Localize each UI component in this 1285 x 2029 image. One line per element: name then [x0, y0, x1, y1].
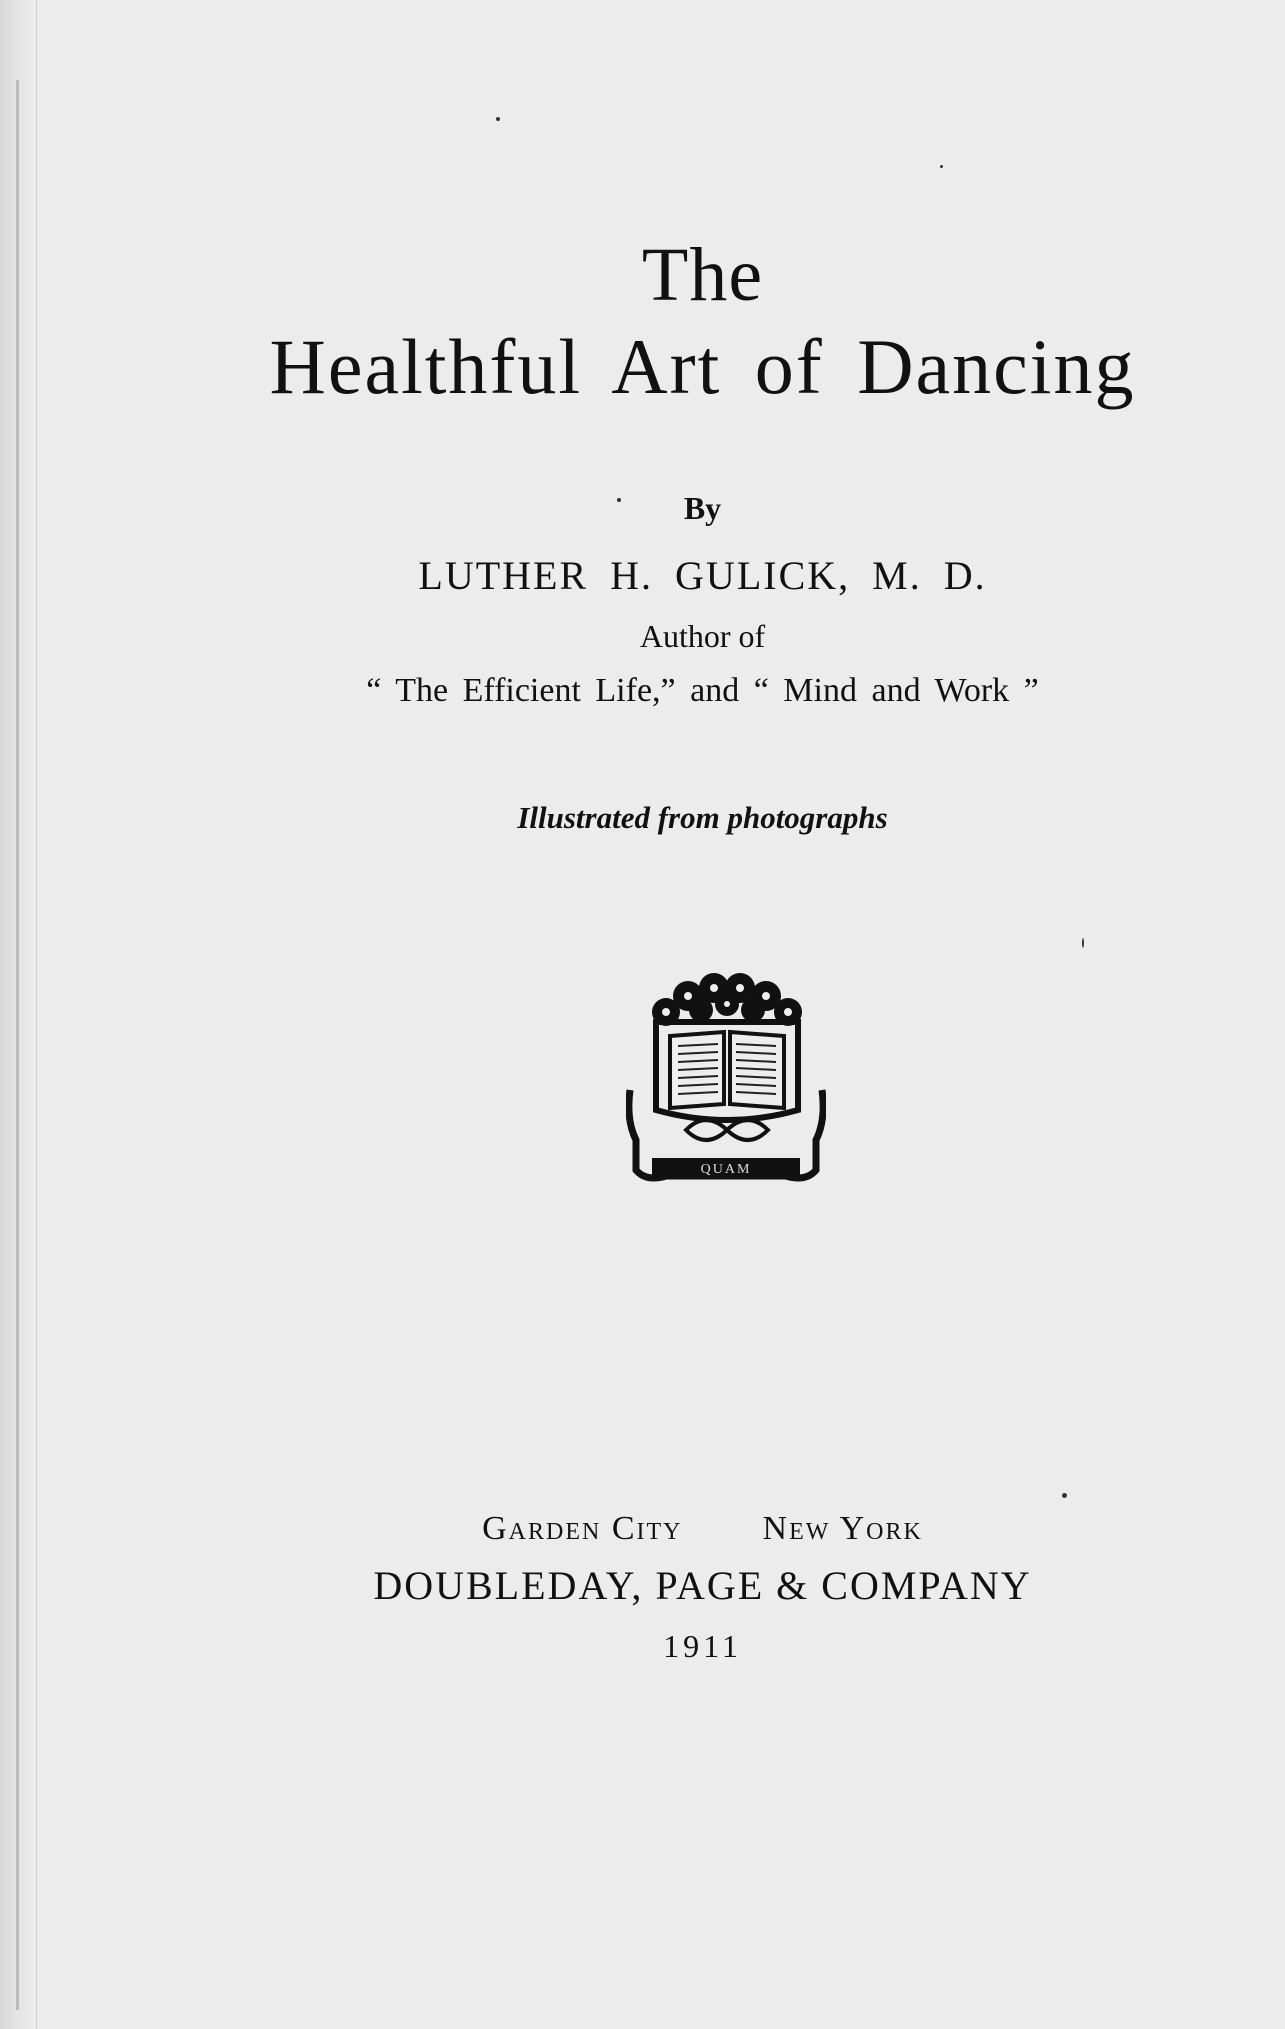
imprint-state: New York [762, 1510, 923, 1547]
imprint-city: Garden City [482, 1510, 683, 1547]
previous-works: “ The Efficient Life,” and “ Mind and Work ” [366, 672, 1039, 709]
paper-speck [617, 498, 621, 502]
publisher-emblem-icon [626, 970, 826, 1185]
paper-speck [1082, 938, 1084, 948]
page-binding-edge [0, 0, 37, 2029]
author-of-label: Author of [639, 618, 766, 654]
emblem-ribbon-text: QUAM [700, 1162, 752, 1177]
imprint-year: 1911 [663, 1628, 742, 1664]
binding-shadow [16, 80, 19, 2010]
paper-speck [940, 165, 943, 168]
illustration-note: Illustrated from photographs [517, 800, 888, 835]
title-line-2: Healthful Art of Dancing [269, 323, 1136, 410]
imprint-publisher: DOUBLEDAY, PAGE & COMPANY [373, 1563, 1032, 1608]
paper-speck [496, 117, 500, 121]
imprint-place [60, 1510, 1285, 1548]
paper-speck [1062, 1493, 1067, 1498]
by-label: By [683, 490, 722, 526]
title-line-1: The [641, 233, 764, 317]
author-name: LUTHER H. GULICK, M. D. [418, 553, 987, 598]
